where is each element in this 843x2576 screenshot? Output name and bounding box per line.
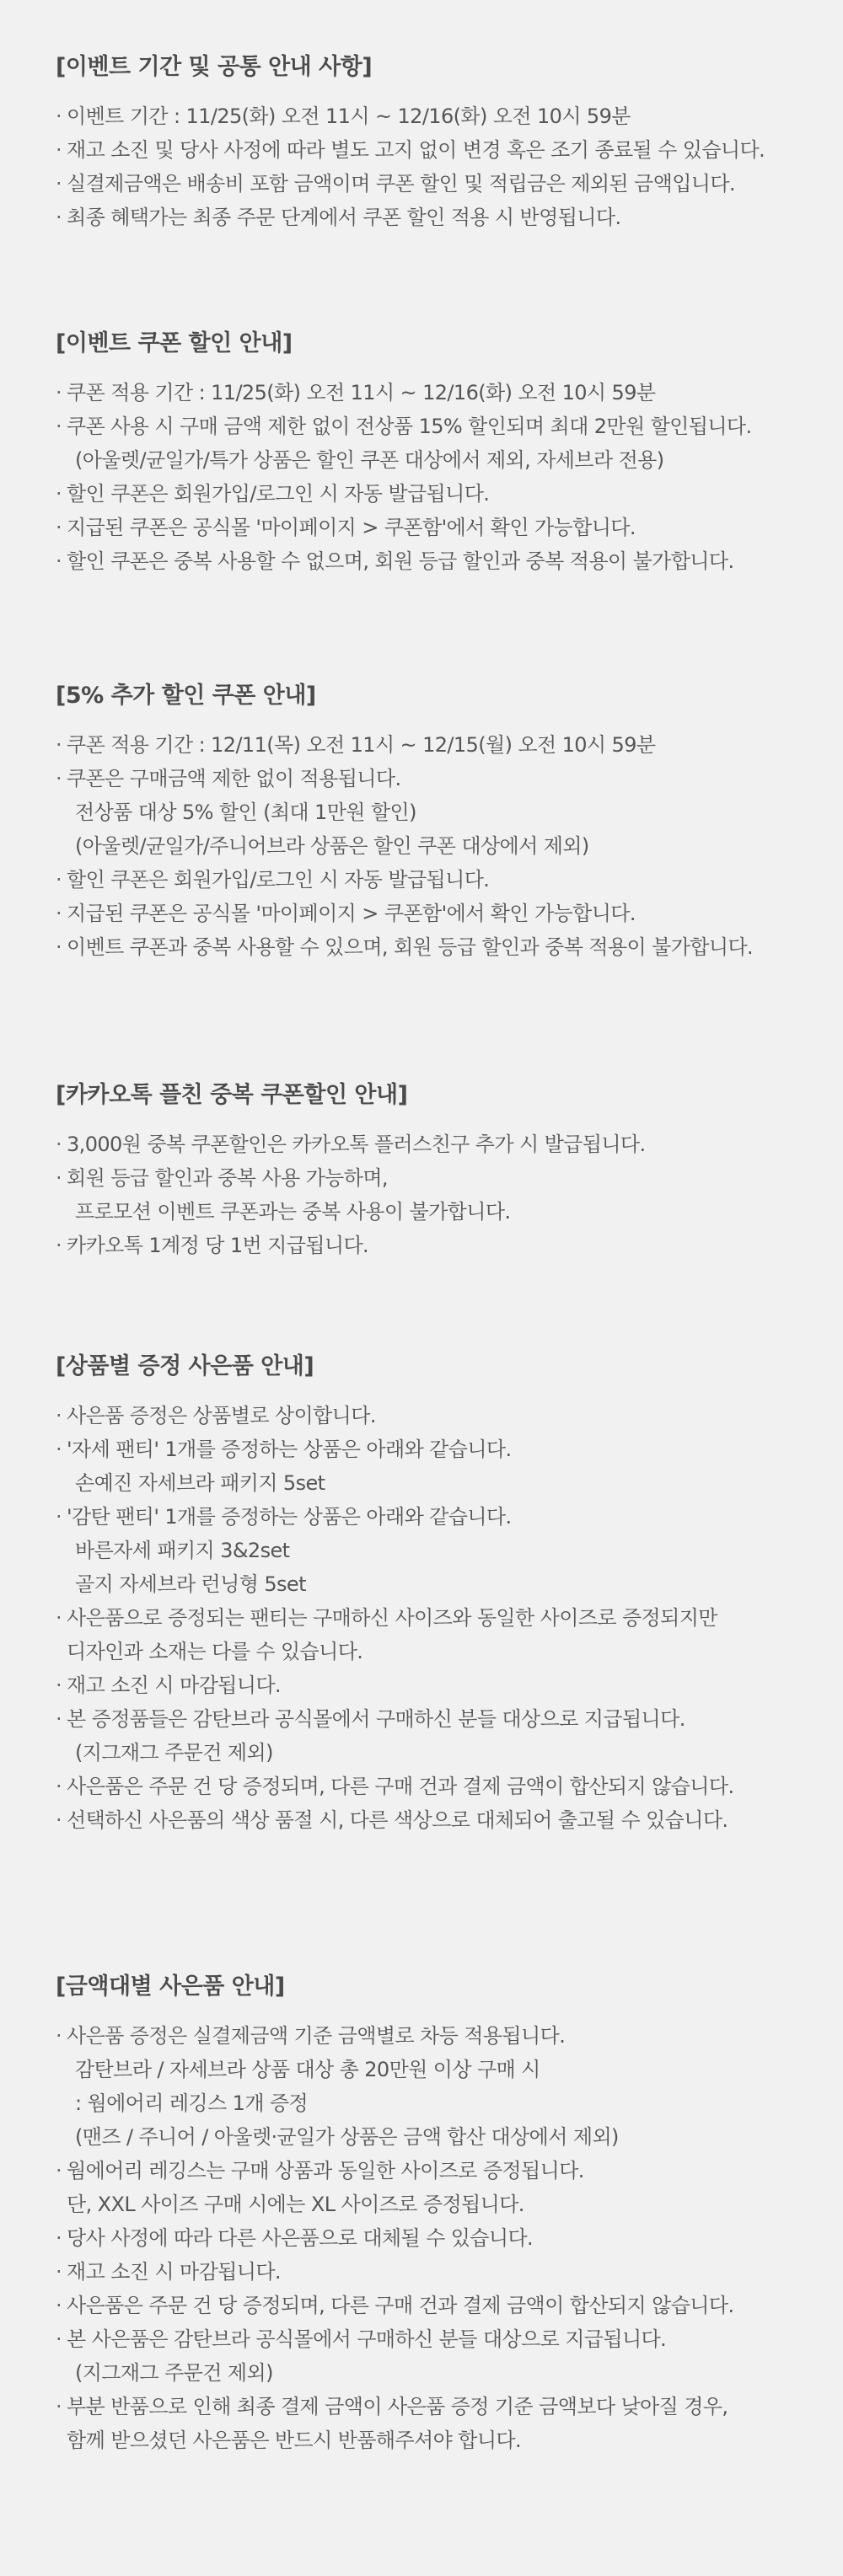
bullet-icon: · bbox=[56, 2260, 62, 2284]
list-item bbox=[56, 544, 814, 578]
bullet-icon: · bbox=[56, 415, 62, 438]
bullet-icon: · bbox=[56, 482, 62, 506]
list-item bbox=[56, 897, 814, 930]
section-title: [5% 추가 할인 쿠폰 안내] bbox=[56, 683, 316, 709]
item-text: '감탄 팬티' 1개를 증정하는 상품은 아래와 같습니다. bbox=[67, 1505, 512, 1529]
item-text: 회원 등급 할인과 중복 사용 가능하며, bbox=[67, 1166, 388, 1190]
item-text: 지급된 쿠폰은 공식몰 '마이페이지 > 쿠폰함'에서 확인 가능합니다. bbox=[67, 516, 636, 539]
item-text-cont: 단, XXL 사이즈 구매 시에는 XL 사이즈로 증정됩니다. bbox=[67, 2193, 524, 2216]
bullet-icon: · bbox=[56, 138, 62, 162]
bullet-icon: · bbox=[56, 1775, 62, 1798]
bullet-icon: · bbox=[56, 1707, 62, 1731]
item-text-cont: 감탄브라 / 자세브라 상품 대상 총 20만원 이상 구매 시 bbox=[75, 2058, 540, 2081]
list-item bbox=[56, 99, 814, 133]
list-item bbox=[56, 2255, 814, 2289]
item-text: 재고 소진 시 마감됩니다. bbox=[67, 1674, 281, 1697]
bullet-icon: · bbox=[56, 1808, 62, 1832]
section-extra-coupon bbox=[56, 679, 814, 964]
list-item bbox=[56, 1399, 814, 1433]
list-item bbox=[56, 201, 814, 234]
list-item bbox=[56, 1702, 814, 1770]
section-title: [이벤트 쿠폰 할인 안내] bbox=[56, 330, 293, 356]
item-text-cont: 디자인과 소재는 다를 수 있습니다. bbox=[67, 1640, 363, 1663]
item-text-cont: (아울렛/균일가/주니어브라 상품은 할인 쿠폰 대상에서 제외) bbox=[75, 834, 589, 858]
item-text-cont: 골지 자세브라 런닝형 5set bbox=[75, 1572, 306, 1596]
list-item bbox=[56, 728, 814, 762]
section-kakao-coupon bbox=[56, 1079, 814, 1262]
section-product-gift bbox=[56, 1350, 814, 1837]
list-item bbox=[56, 2154, 814, 2221]
item-text: 최종 혜택가는 최종 주문 단계에서 쿠폰 할인 적용 시 반영됩니다. bbox=[67, 206, 621, 229]
list-item bbox=[56, 133, 814, 167]
item-text: 카카오톡 1계정 당 1번 지급됩니다. bbox=[67, 1234, 369, 1257]
section-title: [이벤트 기간 및 공통 안내 사항] bbox=[56, 54, 373, 80]
item-text: 쿠폰은 구매금액 제한 없이 적용됩니다. bbox=[67, 767, 401, 790]
section-amount-gift bbox=[56, 1970, 814, 2457]
item-text: 웜에어리 레깅스는 구매 상품과 동일한 사이즈로 증정됩니다. bbox=[67, 2159, 584, 2182]
bullet-icon: · bbox=[56, 1404, 62, 1427]
bullet-icon: · bbox=[56, 2024, 62, 2048]
item-text: 할인 쿠폰은 중복 사용할 수 없으며, 회원 등급 할인과 중복 적용이 불가합니다. bbox=[67, 549, 734, 573]
item-text: '자세 팬티' 1개를 증정하는 상품은 아래와 같습니다. bbox=[67, 1438, 512, 1461]
list-item bbox=[56, 1500, 814, 1601]
bullet-icon: · bbox=[56, 1166, 62, 1190]
bullet-icon: · bbox=[56, 1606, 62, 1630]
item-text-cont: : 웜에어리 레깅스 1개 증정 bbox=[75, 2091, 309, 2115]
section-title: [카카오톡 플친 중복 쿠폰할인 안내] bbox=[56, 1082, 408, 1108]
item-text: 본 사은품은 감탄브라 공식몰에서 구매하신 분들 대상으로 지급됩니다. bbox=[67, 2327, 667, 2351]
bullet-icon: · bbox=[56, 2395, 62, 2418]
section-event-period bbox=[56, 51, 814, 234]
list-item bbox=[56, 1161, 814, 1229]
list-item bbox=[56, 2019, 814, 2154]
bullet-icon: · bbox=[56, 104, 62, 128]
bullet-icon: · bbox=[56, 1674, 62, 1697]
list-item bbox=[56, 1770, 814, 1803]
list-item bbox=[56, 2221, 814, 2255]
list-item bbox=[56, 1127, 814, 1161]
item-text: 사은품은 주문 건 당 증정되며, 다른 구매 건과 결제 금액이 합산되지 않습니다. bbox=[67, 2294, 734, 2317]
section-title: [금액대별 사은품 안내] bbox=[56, 1974, 285, 2000]
list-item bbox=[56, 511, 814, 544]
bullet-icon: · bbox=[56, 206, 62, 229]
item-text: 선택하신 사은품의 색상 품절 시, 다른 색상으로 대체되어 출고될 수 있습니다. bbox=[67, 1808, 728, 1832]
item-text-cont: 바른자세 패키지 3&2set bbox=[75, 1539, 290, 1562]
bullet-icon: · bbox=[56, 2159, 62, 2182]
list-item bbox=[56, 762, 814, 863]
bullet-icon: · bbox=[56, 381, 62, 404]
list-item bbox=[56, 2322, 814, 2390]
bullet-icon: · bbox=[56, 549, 62, 573]
bullet-icon: · bbox=[56, 902, 62, 925]
list-item bbox=[56, 376, 814, 410]
item-text: 3,000원 중복 쿠폰할인은 카카오톡 플러스친구 추가 시 발급됩니다. bbox=[67, 1133, 646, 1156]
item-text: 할인 쿠폰은 회원가입/로그인 시 자동 발급됩니다. bbox=[67, 482, 490, 506]
item-text: 재고 소진 및 당사 사정에 따라 별도 고지 없이 변경 혹은 조기 종료될 수 있습니다. bbox=[67, 138, 765, 162]
item-text: 재고 소진 시 마감됩니다. bbox=[67, 2260, 281, 2284]
item-text: 지급된 쿠폰은 공식몰 '마이페이지 > 쿠폰함'에서 확인 가능합니다. bbox=[67, 902, 636, 925]
list-item bbox=[56, 863, 814, 897]
list-item bbox=[56, 1601, 814, 1668]
item-text-cont: (맨즈 / 주니어 / 아울렛·균일가 상품은 금액 합산 대상에서 제외) bbox=[75, 2125, 619, 2149]
item-text: 본 증정품들은 감탄브라 공식몰에서 구매하신 분들 대상으로 지급됩니다. bbox=[67, 1707, 685, 1731]
item-text-cont: 전상품 대상 5% 할인 (최대 1만원 할인) bbox=[75, 801, 416, 824]
item-text: 쿠폰 사용 시 구매 금액 제한 없이 전상품 15% 할인되며 최대 2만원 할인됩니다. bbox=[67, 415, 752, 438]
item-text: 할인 쿠폰은 회원가입/로그인 시 자동 발급됩니다. bbox=[67, 868, 490, 892]
bullet-icon: · bbox=[56, 2294, 62, 2317]
bullet-icon: · bbox=[56, 935, 62, 959]
item-text-cont: 프로모션 이벤트 쿠폰과는 중복 사용이 불가합니다. bbox=[75, 1200, 511, 1224]
bullet-icon: · bbox=[56, 767, 62, 790]
list-item bbox=[56, 167, 814, 201]
item-text-cont: 함께 받으셨던 사은품은 반드시 반품해주셔야 합니다. bbox=[67, 2429, 522, 2452]
section-event-coupon bbox=[56, 327, 814, 578]
item-text: 사은품 증정은 상품별로 상이합니다. bbox=[67, 1404, 376, 1427]
section-title: [상품별 증정 사은품 안내] bbox=[56, 1353, 314, 1379]
item-text: 사은품 증정은 실결제금액 기준 금액별로 차등 적용됩니다. bbox=[67, 2024, 566, 2048]
item-text-cont: (아울렛/균일가/특가 상품은 할인 쿠폰 대상에서 제외, 자세브라 전용) bbox=[75, 448, 664, 472]
bullet-icon: · bbox=[56, 868, 62, 892]
list-item bbox=[56, 477, 814, 511]
bullet-icon: · bbox=[56, 1133, 62, 1156]
bullet-icon: · bbox=[56, 172, 62, 195]
bullet-icon: · bbox=[56, 2226, 62, 2250]
list-item bbox=[56, 1433, 814, 1500]
bullet-icon: · bbox=[56, 733, 62, 757]
bullet-icon: · bbox=[56, 1234, 62, 1257]
item-text: 사은품은 주문 건 당 증정되며, 다른 구매 건과 결제 금액이 합산되지 않습니다. bbox=[67, 1775, 734, 1798]
bullet-icon: · bbox=[56, 1438, 62, 1461]
bullet-icon: · bbox=[56, 1505, 62, 1529]
item-text-cont: (지그재그 주문건 제외) bbox=[75, 2361, 273, 2385]
item-text: 실결제금액은 배송비 포함 금액이며 쿠폰 할인 및 적립금은 제외된 금액입니다. bbox=[67, 172, 735, 195]
item-text: 당사 사정에 따라 다른 사은품으로 대체될 수 있습니다. bbox=[67, 2226, 534, 2250]
item-text-cont: (지그재그 주문건 제외) bbox=[75, 1741, 273, 1765]
list-item bbox=[56, 410, 814, 477]
item-text-cont: 손예진 자세브라 패키지 5set bbox=[75, 1471, 325, 1495]
list-item bbox=[56, 2289, 814, 2322]
item-text: 부분 반품으로 인해 최종 결제 금액이 사은품 증정 기준 금액보다 낮아질 경우, bbox=[67, 2395, 728, 2418]
item-text: 이벤트 쿠폰과 중복 사용할 수 있으며, 회원 등급 할인과 중복 적용이 불가합니다. bbox=[67, 935, 754, 959]
bullet-icon: · bbox=[56, 516, 62, 539]
item-text: 쿠폰 적용 기간 : 12/11(목) 오전 11시 ~ 12/15(월) 오전 10시 59분 bbox=[67, 733, 656, 757]
list-item bbox=[56, 1668, 814, 1702]
list-item bbox=[56, 1229, 814, 1262]
item-text: 이벤트 기간 : 11/25(화) 오전 11시 ~ 12/16(화) 오전 10시 59분 bbox=[67, 104, 631, 128]
list-item bbox=[56, 2390, 814, 2457]
bullet-icon: · bbox=[56, 2327, 62, 2351]
item-text: 사은품으로 증정되는 팬티는 구매하신 사이즈와 동일한 사이즈로 증정되지만 bbox=[67, 1606, 717, 1630]
list-item bbox=[56, 930, 814, 964]
item-text: 쿠폰 적용 기간 : 11/25(화) 오전 11시 ~ 12/16(화) 오전 10시 59분 bbox=[67, 381, 656, 404]
list-item bbox=[56, 1803, 814, 1837]
